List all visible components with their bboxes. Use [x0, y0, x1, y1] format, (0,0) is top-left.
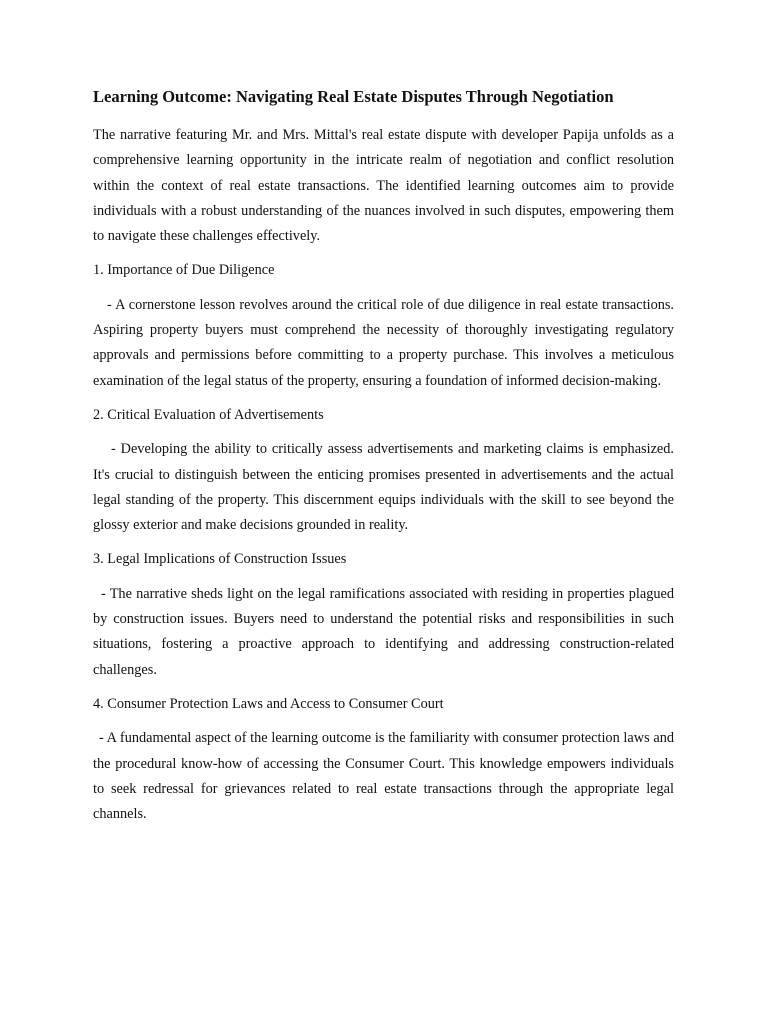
section-body-consumer-protection: - A fundamental aspect of the learning outcome is the familiarity with consumer protection laws and the procedural know-how of accessing the Consumer Court. This knowledge empowers individuals to seek redressal for grievances related to real estate transactions through the appropriate legal channels.	[93, 730, 674, 823]
section-heading-due-diligence: 1. Importance of Due Diligence	[93, 262, 275, 279]
section-body-due-diligence: - A cornerstone lesson revolves around the critical role of due diligence in real estate transactions. Aspiring property buyers must comprehend the necessity of thoroughly investigating regulatory approvals and permissions before committing to a property purchase. This involves a meticulous examination of the legal status of the property, ensuring a foundation of informed decision-making.	[93, 296, 674, 389]
section-body-advertisements: - Developing the ability to critically assess advertisements and marketing claims is emphasized. It's crucial to distinguish between the enticing promises presented in advertisements and the actual legal standing of the property. This discernment equips individuals with the skill to see beyond the glossy exterior and make decisions grounded in reality.	[93, 441, 674, 534]
intro-paragraph: The narrative featuring Mr. and Mrs. Mittal's real estate dispute with developer Papija unfolds as a comprehensive learning opportunity in the intricate realm of negotiation and conflict resolution within the context of real estate transactions. The identified learning outcomes aim to provide individuals with a robust understanding of the nuances involved in such disputes, empowering them to navigate these challenges effectively.	[93, 127, 674, 245]
document-page	[93, 84, 674, 836]
section-heading-construction-issues: 3. Legal Implications of Construction Issues	[93, 551, 347, 568]
section-heading-consumer-protection: 4. Consumer Protection Laws and Access to Consumer Court	[93, 695, 444, 712]
document-title: Learning Outcome: Navigating Real Estate Disputes Through Negotiation	[93, 87, 614, 106]
section-body-construction-issues: - The narrative sheds light on the legal ramifications associated with residing in properties plagued by construction issues. Buyers need to understand the potential risks and responsibilities in such situations, fostering a proactive approach to identifying and addressing construction-related challenges.	[93, 585, 674, 678]
section-heading-advertisements: 2. Critical Evaluation of Advertisements	[93, 406, 324, 423]
